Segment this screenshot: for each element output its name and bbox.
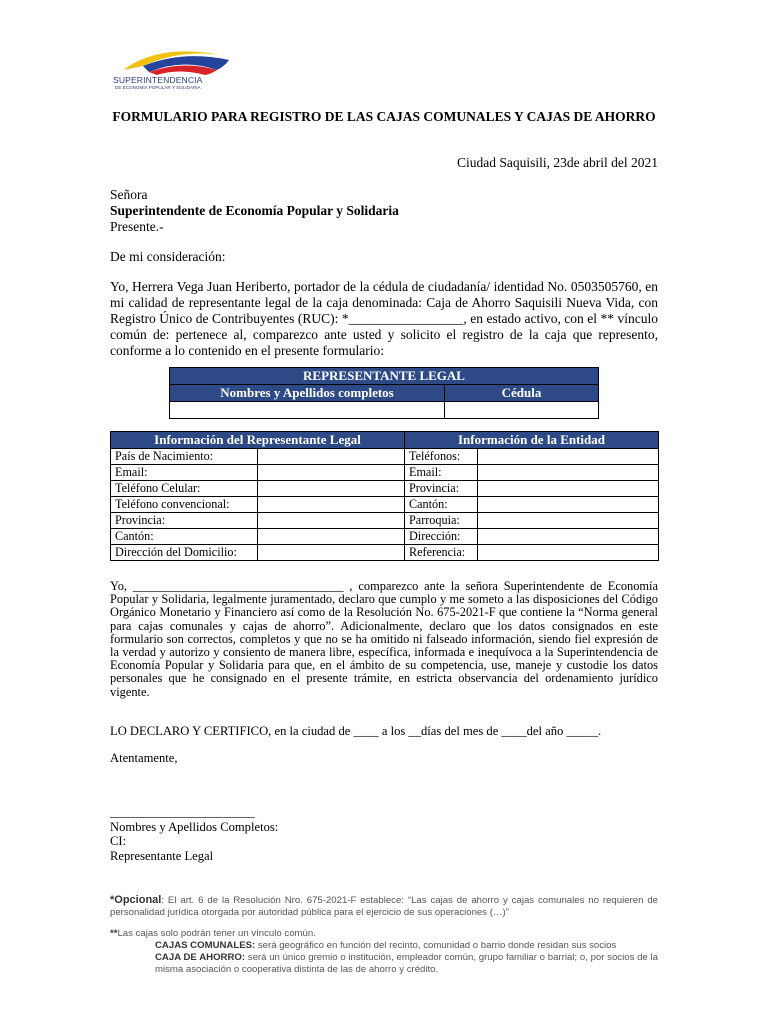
- representative-table-title: REPRESENTANTE LEGAL: [170, 368, 599, 385]
- note-text: Las cajas solo podrán tener un vínculo común.: [117, 928, 316, 939]
- row-label: Cantón:: [405, 497, 478, 513]
- signature-names-label: Nombres y Apellidos Completos:: [110, 819, 279, 834]
- representative-table: [169, 367, 599, 419]
- entity-info-header: Información de la Entidad: [405, 432, 659, 449]
- table-row: [111, 449, 659, 465]
- representative-id-field[interactable]: [445, 402, 599, 419]
- input-cell[interactable]: [478, 545, 659, 561]
- row-label: Cantón:: [111, 529, 258, 545]
- ahorro-label: CAJA DE AHORRO:: [155, 952, 246, 963]
- representative-names-field[interactable]: [170, 402, 445, 419]
- logo-arcs-icon: [113, 44, 238, 76]
- table-row: [111, 513, 659, 529]
- form-title: FORMULARIO PARA REGISTRO DE LAS CAJAS COMUNALES Y CAJAS DE AHORRO: [112, 109, 656, 124]
- caja-de-ahorro-footnote: [155, 952, 658, 976]
- row-label: Parroquia:: [405, 513, 478, 529]
- comunales-label: CAJAS COMUNALES:: [155, 940, 256, 951]
- row-label: Dirección:: [405, 529, 478, 545]
- row-label: Email:: [111, 465, 258, 481]
- input-cell[interactable]: [258, 449, 405, 465]
- input-cell[interactable]: [478, 529, 659, 545]
- input-cell[interactable]: [258, 513, 405, 529]
- row-label: Teléfono Celular:: [111, 481, 258, 497]
- representative-id-header: Cédula: [445, 385, 599, 402]
- note-label: **: [110, 928, 118, 939]
- declaration-paragraph: Yo, __________________________________ , comparezco ante la señora Superintendente de Economía Popular y Solidaria, legalmente juramentado, declaro que cumplo y me someto a las disposiciones del Código Orgánico Monetario y Financiero así como de la Resolución No. 675-2021-F que contiene la “Norma general para cajas comunales y cajas de ahorro”. Adicionalmente, declaro que los datos consignados en este formulario son correctos, completos y que no se ha omitido ni falseado información, siendo fiel expresión de la verdad y autorizo y consiento de manera libre, específica, informada e inequívoca a la Superintendencia de Economía Popular y Solidaria para que, en el ámbito de su competencia, use, maneje y custodie los datos personales que he consignado en el presente trámite, en estricta observancia del ordenamiento jurídico vigente.: [110, 579, 658, 699]
- information-table: [110, 431, 659, 561]
- optional-footnote: [110, 894, 658, 919]
- table-row: [111, 465, 659, 481]
- row-label: Dirección del Domicilio:: [111, 545, 258, 561]
- input-cell[interactable]: [258, 545, 405, 561]
- row-label: Provincia:: [111, 513, 258, 529]
- table-row: [111, 545, 659, 561]
- signature-role: Representante Legal: [110, 848, 214, 863]
- input-cell[interactable]: [478, 465, 659, 481]
- input-cell[interactable]: [258, 465, 405, 481]
- ahorro-text: será un único gremio o institución, empleador común, grupo familiar o barrial; o, por socios de la misma asociación o cooperativa distinta de las de ahorro y crédito.: [155, 952, 658, 975]
- input-cell[interactable]: [258, 529, 405, 545]
- greeting-line-3: Presente.-: [110, 219, 164, 234]
- input-cell[interactable]: [478, 449, 659, 465]
- optional-text: : El art. 6 de la Resolución Nro. 675-2021-F establece: “Las cajas de ahorro y cajas comunales no requieren de personalidad jurídica otorgada por autoridad pública para el ejercicio de sus operaciones (…)”: [110, 895, 658, 918]
- input-cell[interactable]: [478, 497, 659, 513]
- row-label: Teléfonos:: [405, 449, 478, 465]
- row-label: Email:: [405, 465, 478, 481]
- closing: Atentamente,: [110, 751, 178, 765]
- intro-paragraph: Yo, Herrera Vega Juan Heriberto, portador de la cédula de ciudadanía/ identidad No. 0503505760, en mi calidad de representante legal de la caja denominada: Caja de Ahorro Saquisili Nueva Vida, con Registro Único de Contribuyentes (RUC): *_________________, en estado activo, con el ** vínculo común de: pertenece al, comparezco ante usted y solicito el registro de la caja que represento, conforme a lo contenido en el presente formulario:: [110, 279, 658, 358]
- table-row: [111, 529, 659, 545]
- date-line: Ciudad Saquisili, 23de abril del 2021: [457, 155, 658, 170]
- input-cell[interactable]: [478, 513, 659, 529]
- input-cell[interactable]: [258, 481, 405, 497]
- greeting-block: [110, 187, 658, 235]
- common-bond-footnote: [110, 928, 658, 940]
- signature-block: [110, 805, 658, 863]
- logo-name: SUPERINTENDENCIA: [113, 75, 203, 85]
- table-row: [111, 497, 659, 513]
- table-row: [111, 481, 659, 497]
- logo: [113, 44, 238, 96]
- input-cell[interactable]: [258, 497, 405, 513]
- addressee: Superintendente de Economía Popular y Solidaria: [110, 203, 399, 218]
- logo-subtitle: DE ECONOMÍA POPULAR Y SOLIDARIA: [115, 85, 201, 90]
- comunales-text: será geográfico en función del recinto, comunidad o barrio donde residan sus socios: [255, 940, 617, 951]
- representative-info-header: Información del Representante Legal: [111, 432, 405, 449]
- signature-line: _______________________: [110, 805, 255, 819]
- cajas-comunales-footnote: [155, 940, 658, 952]
- row-label: Referencia:: [405, 545, 478, 561]
- row-label: Teléfono convencional:: [111, 497, 258, 513]
- signature-ci-label: CI:: [110, 834, 127, 848]
- greeting-line-1: Señora: [110, 187, 148, 202]
- salutation: De mi consideración:: [110, 249, 226, 264]
- row-label: País de Nacimiento:: [111, 449, 258, 465]
- input-cell[interactable]: [478, 481, 659, 497]
- optional-label: *Opcional: [110, 894, 162, 906]
- certification-line: LO DECLARO Y CERTIFICO, en la ciudad de ____ a los __días del mes de ____del año _____.: [110, 724, 602, 738]
- row-label: Provincia:: [405, 481, 478, 497]
- representative-names-header: Nombres y Apellidos completos: [170, 385, 445, 402]
